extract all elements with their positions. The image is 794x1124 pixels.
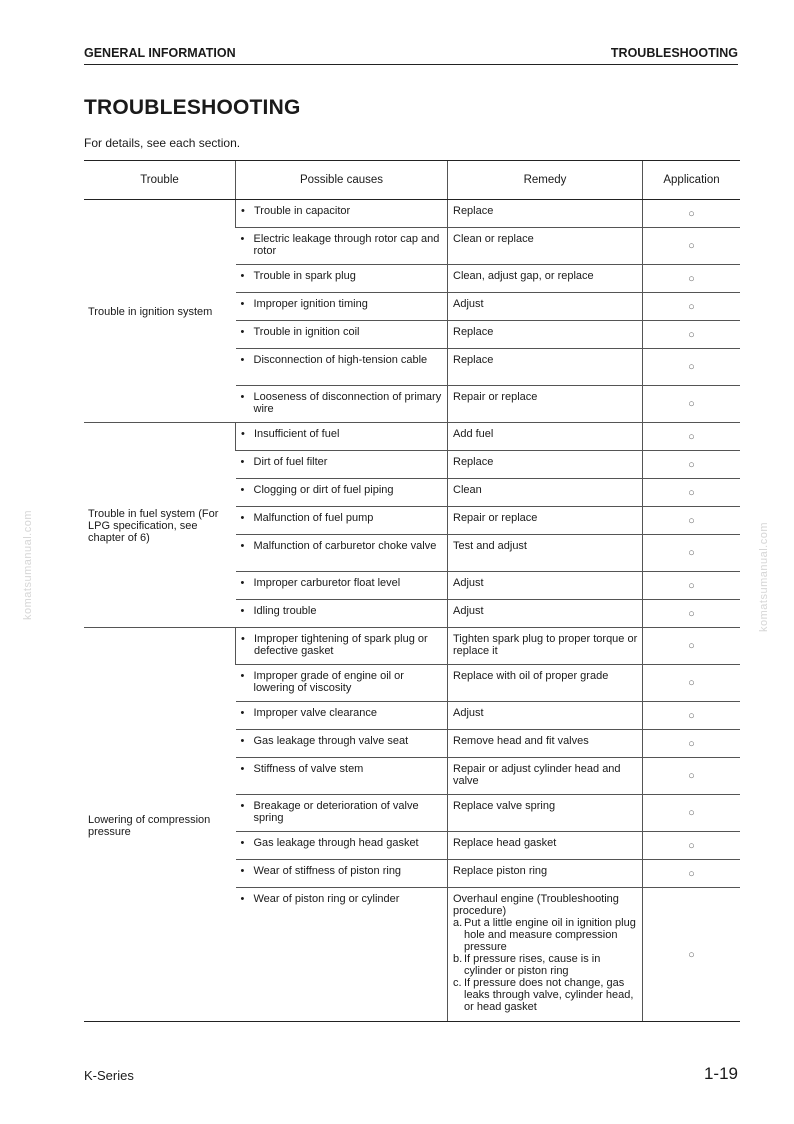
remedy-text: Replace with oil of proper grade [453,670,609,682]
application-mark: ○ [643,479,741,507]
cause-cell [236,860,448,888]
cause-text: Malfunction of carburetor choke valve [253,540,437,552]
cause-text: Wear of piston ring or cylinder [253,893,400,905]
cause-cell [236,293,448,321]
remedy-cell [448,832,643,860]
application-mark: ○ [643,349,741,386]
cause-text: Idling trouble [253,605,317,617]
table-row [84,423,740,451]
remedy-cell [448,479,643,507]
cause-text: Looseness of disconnection of primary wire [253,391,442,415]
bullet-glyph: • [240,298,245,310]
trouble-cell: Lowering of compression pressure [84,628,236,1022]
remedy-cell [448,572,643,600]
application-mark: ○ [643,628,741,665]
application-mark: ○ [643,758,741,795]
running-header [84,46,738,65]
application-mark: ○ [643,228,741,265]
application-mark: ○ [643,888,741,1022]
remedy-step-text: If pressure does not change, gas leaks through valve, cylinder head, or head gasket [464,977,634,1013]
cause-text: Trouble in spark plug [253,270,356,282]
cause-text: Improper grade of engine oil or lowering of viscosity [253,670,404,694]
cause-text: Gas leakage through valve seat [253,735,409,747]
bullet-glyph: • [240,326,245,338]
remedy-text: Repair or replace [453,391,538,403]
footer-series: K-Series [84,1068,134,1083]
application-mark: ○ [643,665,741,702]
trouble-cell: Trouble in ignition system [84,200,236,423]
bullet-glyph: • [240,865,245,877]
application-mark: ○ [643,860,741,888]
cause-cell [236,479,448,507]
bullet-glyph: • [241,633,245,645]
cause-text: Improper valve clearance [253,707,378,719]
remedy-cell [448,265,643,293]
application-mark: ○ [643,832,741,860]
cause-cell [236,228,448,265]
cause-text: Trouble in ignition coil [253,326,360,338]
cause-cell [236,265,448,293]
remedy-text: Adjust [453,605,484,617]
remedy-cell [448,321,643,349]
remedy-text: Tighten spark plug to proper torque or replace it [453,633,638,657]
remedy-steps [453,917,638,1013]
remedy-text: Replace [453,205,494,217]
bullet-glyph: • [240,270,245,282]
cause-text: Improper tightening of spark plug or defective gasket [254,633,428,657]
application-mark: ○ [643,572,741,600]
cause-cell [236,200,448,228]
remedy-cell [448,451,643,479]
application-mark: ○ [643,730,741,758]
cause-text: Malfunction of fuel pump [253,512,374,524]
cause-text: Trouble in capacitor [254,205,351,217]
cause-cell [236,832,448,860]
watermark-right: komatsumanual.com [758,522,770,632]
application-mark: ○ [643,321,741,349]
remedy-step [453,977,638,1013]
application-mark: ○ [643,265,741,293]
cause-cell [236,423,448,451]
remedy-text: Overhaul engine (Troubleshooting procedure) [453,893,619,917]
remedy-step-text: If pressure rises, cause is in cylinder or piston ring [464,953,601,977]
cause-cell [236,386,448,423]
cause-cell [236,702,448,730]
page-title: TROUBLESHOOTING [84,96,301,119]
application-mark: ○ [643,451,741,479]
remedy-text: Replace [453,354,494,366]
remedy-cell [448,628,643,665]
remedy-cell [448,758,643,795]
application-mark: ○ [643,702,741,730]
cause-text: Clogging or dirt of fuel piping [253,484,394,496]
bullet-glyph: • [240,512,245,524]
bullet-glyph: • [240,670,245,682]
remedy-cell [448,293,643,321]
remedy-step [453,917,638,953]
remedy-text: Remove head and fit valves [453,735,589,747]
cause-cell [236,535,448,572]
remedy-text: Add fuel [453,428,494,440]
cause-cell [236,665,448,702]
bullet-glyph: • [240,707,245,719]
bullet-glyph: • [240,540,245,552]
remedy-step-key: b. [453,953,463,965]
table-row [84,200,740,228]
col-header-causes: Possible causes [236,161,448,200]
cause-cell [236,507,448,535]
application-mark: ○ [643,600,741,628]
remedy-step-key: a. [453,917,463,929]
remedy-cell [448,888,643,1022]
header-topic: TROUBLESHOOTING [610,46,738,60]
remedy-text: Adjust [453,707,484,719]
remedy-cell [448,860,643,888]
remedy-cell [448,665,643,702]
cause-text: Gas leakage through head gasket [253,837,419,849]
remedy-text: Adjust [453,298,484,310]
application-mark: ○ [643,200,741,228]
application-mark: ○ [643,535,741,572]
page-number: 1-19 [703,1064,738,1083]
bullet-glyph: • [240,800,245,812]
remedy-cell [448,386,643,423]
cause-text: Electric leakage through rotor cap and rotor [253,233,440,257]
bullet-glyph: • [241,205,245,217]
remedy-text: Replace head gasket [453,837,557,849]
application-mark: ○ [643,423,741,451]
bullet-glyph: • [240,233,245,245]
bullet-glyph: • [240,605,245,617]
remedy-cell [448,507,643,535]
cause-text: Breakage or deterioration of valve spring [253,800,419,824]
remedy-text: Replace [453,326,494,338]
bullet-glyph: • [240,391,245,403]
remedy-text: Clean or replace [453,233,534,245]
remedy-cell [448,228,643,265]
bullet-glyph: • [240,763,245,775]
remedy-step-key: c. [453,977,462,989]
application-mark: ○ [643,507,741,535]
remedy-text: Replace [453,456,494,468]
bullet-glyph: • [240,484,245,496]
cause-cell [236,730,448,758]
cause-cell [236,451,448,479]
cause-cell [236,572,448,600]
cause-cell [236,758,448,795]
bullet-glyph: • [240,837,245,849]
col-header-remedy: Remedy [448,161,643,200]
remedy-cell [448,795,643,832]
remedy-cell [448,423,643,451]
cause-text: Improper ignition timing [253,298,368,310]
troubleshooting-table [84,160,740,1022]
remedy-text: Adjust [453,577,484,589]
remedy-text: Test and adjust [453,540,527,552]
cause-cell [236,600,448,628]
remedy-text: Replace piston ring [453,865,548,877]
remedy-text: Clean [453,484,482,496]
remedy-cell [448,730,643,758]
cause-text: Dirt of fuel filter [253,456,328,468]
bullet-glyph: • [240,577,245,589]
remedy-text: Replace valve spring [453,800,556,812]
cause-cell [236,628,448,665]
watermark-left: komatsumanual.com [22,510,34,620]
cause-text: Stiffness of valve stem [253,763,364,775]
col-header-trouble: Trouble [84,161,236,200]
page-subtitle: For details, see each section. [84,136,241,150]
header-section: GENERAL INFORMATION [84,46,236,60]
remedy-step-text: Put a little engine oil in ignition plug hole and measure compression pressure [464,917,636,953]
remedy-text: Repair or replace [453,512,538,524]
remedy-cell [448,535,643,572]
trouble-cell: Trouble in fuel system (For LPG specification, see chapter of 6) [84,423,236,628]
bullet-glyph: • [240,893,245,905]
bullet-glyph: • [240,456,245,468]
cause-text: Disconnection of high-tension cable [253,354,428,366]
application-mark: ○ [643,386,741,423]
application-mark: ○ [643,795,741,832]
col-header-application: Application [643,161,741,200]
cause-text: Insufficient of fuel [254,428,340,440]
remedy-text: Clean, adjust gap, or replace [453,270,594,282]
cause-cell [236,349,448,386]
cause-text: Wear of stiffness of piston ring [253,865,402,877]
bullet-glyph: • [240,735,245,747]
remedy-cell [448,702,643,730]
application-mark: ○ [643,293,741,321]
bullet-glyph: • [240,354,245,366]
table-header-row [84,161,740,200]
remedy-cell [448,349,643,386]
cause-cell [236,795,448,832]
cause-text: Improper carburetor float level [253,577,401,589]
table-row [84,628,740,665]
bullet-glyph: • [241,428,245,440]
cause-cell [236,321,448,349]
remedy-step [453,953,638,977]
remedy-cell [448,600,643,628]
remedy-cell [448,200,643,228]
cause-cell [236,888,448,1022]
remedy-text: Repair or adjust cylinder head and valve [453,763,621,787]
